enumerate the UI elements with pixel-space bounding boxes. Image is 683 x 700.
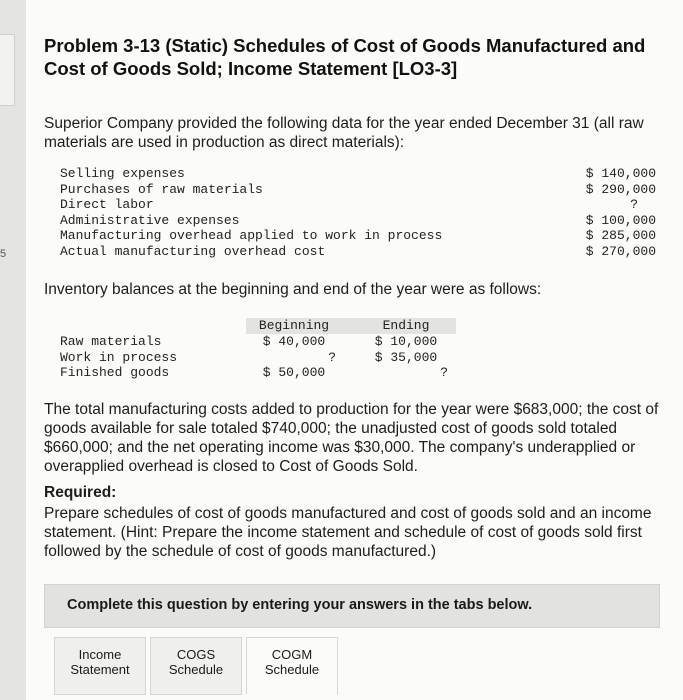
data-row-selling xyxy=(60,166,660,182)
data-label: Selling expenses xyxy=(60,166,185,181)
inventory-intro: Inventory balances at the beginning and end of the year were as follows: xyxy=(44,281,542,298)
data-row-purchases xyxy=(60,182,660,198)
tab-label: COGS Schedule xyxy=(168,647,224,677)
tab-label: COGM Schedule xyxy=(264,647,320,677)
data-label: Manufacturing overhead applied to work in process xyxy=(60,228,443,243)
row-label: Finished goods xyxy=(60,365,170,380)
row-ending: $ 10,000 xyxy=(374,334,438,349)
inventory-row-finished-goods xyxy=(60,365,460,381)
tab-income-statement[interactable] xyxy=(54,637,146,695)
problem-intro: Superior Company provided the following data for the year ended December 31 (all raw materials are used in production as direct materials): xyxy=(44,115,644,151)
required-body: Prepare schedules of cost of goods manufactured and cost of goods sold and an income statement. (Hint: Prepare the income statement and schedule of cost of goods sold first followed by the schedule of cost of goods manufactured.) xyxy=(44,505,652,560)
tab-label: Income Statement xyxy=(70,647,130,677)
problem-title: Problem 3-13 (Static) Schedules of Cost of Goods Manufactured and Cost of Goods Sold; Income Statement [LO3-3] xyxy=(44,35,646,79)
data-label: Actual manufacturing overhead cost xyxy=(60,243,326,259)
data-value: $ 290,000 xyxy=(585,181,656,197)
edge-mark: 5 xyxy=(0,248,7,260)
data-value: $ 100,000 xyxy=(585,212,656,228)
problem-paragraph: The total manufacturing costs added to production for the year were $683,000; the cost of goods available for sale totaled $740,000; the unadjusted cost of goods sold totaled $660,000; and the net operating income was $30,000. The company's underapplied or overapplied overhead is closed to Cost of Goods Sold. xyxy=(44,401,659,475)
inventory-header-row xyxy=(60,318,460,334)
header-beginning: Beginning xyxy=(258,318,330,333)
instructions-banner xyxy=(44,584,660,628)
row-beginning: ? xyxy=(328,349,336,365)
tab-cogs-schedule[interactable] xyxy=(150,637,242,695)
banner-text: Complete this question by entering your answers in the tabs below. xyxy=(67,597,533,613)
required-heading: Required: xyxy=(44,484,117,501)
data-value: $ 270,000 xyxy=(585,243,656,259)
data-row-overhead-applied xyxy=(60,228,660,244)
row-ending: ? xyxy=(440,365,448,380)
data-label: Administrative expenses xyxy=(60,212,240,228)
cost-data-list xyxy=(60,166,660,259)
tab-cogm-schedule[interactable] xyxy=(246,637,338,695)
inventory-row-wip xyxy=(60,350,460,366)
data-value: $ 285,000 xyxy=(585,228,656,243)
row-beginning: $ 50,000 xyxy=(262,365,326,380)
data-value: ? xyxy=(630,197,638,212)
row-label: Raw materials xyxy=(60,334,162,349)
row-beginning: $ 40,000 xyxy=(262,334,326,349)
row-label: Work in process xyxy=(60,349,178,365)
data-row-direct-labor xyxy=(60,197,660,213)
left-edge-tab xyxy=(0,34,15,106)
data-value: $ 140,000 xyxy=(585,166,656,181)
data-label: Purchases of raw materials xyxy=(60,181,263,197)
row-ending: $ 35,000 xyxy=(374,349,438,365)
data-row-administrative xyxy=(60,213,660,229)
data-row-overhead-actual xyxy=(60,244,660,260)
header-ending: Ending xyxy=(382,318,430,333)
data-label: Direct labor xyxy=(60,197,154,212)
inventory-row-raw-materials xyxy=(60,334,460,350)
